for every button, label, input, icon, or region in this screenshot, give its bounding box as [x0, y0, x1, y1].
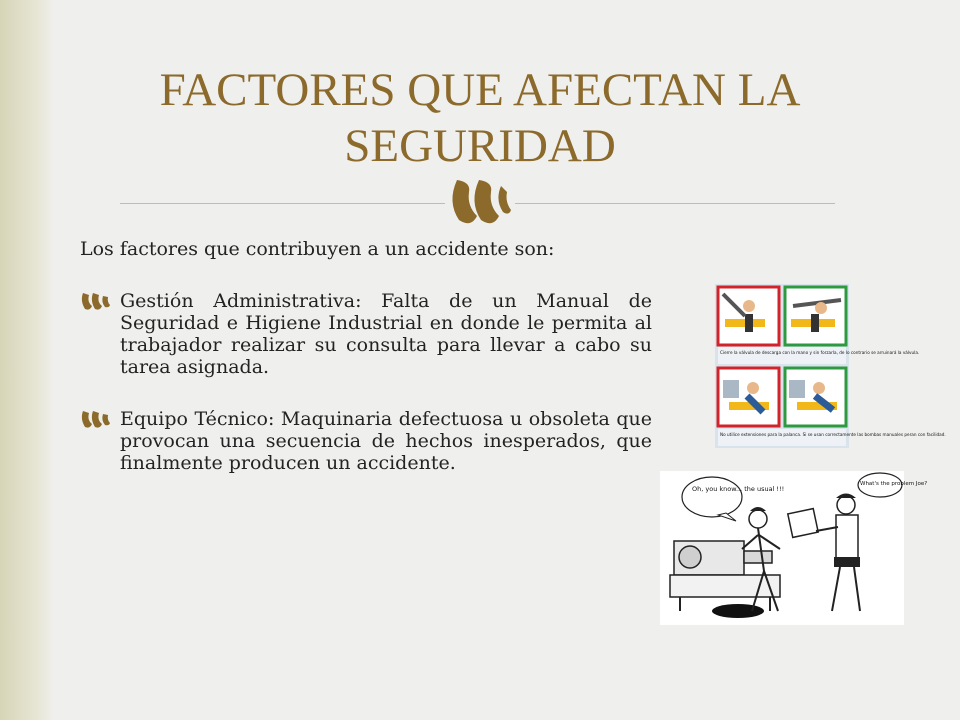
speech-left: Oh, you know... the usual !!! [692, 485, 785, 493]
ornament-icon [447, 176, 513, 228]
bullet-text: Equipo Técnico: Maquinaria defectuosa u obsoleta que provocan una secuencia de hechos inesperados, que finalmente producen un accidente. [120, 408, 652, 474]
safety-caption-top: Cierre la válvula de descarga con la mano y sin forzarla, de lo contrario se arruinará la válvula. [720, 350, 920, 355]
bullet-ornament-icon [80, 409, 114, 429]
bullet-equipo [80, 408, 652, 474]
cartoon-image [660, 471, 928, 625]
safety-caption-bottom: No utilice extensiones para la palanca. Si se usan correctamente las bombas manuales peran con facilidad. [720, 432, 946, 437]
decorative-left-band [0, 0, 54, 720]
intro-text: Los factores que contribuyen a un accidente son: [80, 238, 555, 260]
bullet-ornament-icon [80, 291, 114, 311]
slide-title: FACTORES QUE AFECTAN LA SEGURIDAD [159, 64, 801, 172]
title-divider-left [120, 203, 445, 204]
slide-body [80, 238, 652, 474]
speech-right: What's the problem Joe? [860, 481, 928, 487]
safety-instructions-image [715, 284, 946, 448]
bullet-gestion [80, 290, 652, 378]
title-divider-right [515, 203, 835, 204]
bullet-text: Gestión Administrativa: Falta de un Manual de Seguridad e Higiene Industrial en donde le permita al trabajador realizar su consulta para llevar a cabo su tarea asignada. [120, 290, 652, 378]
